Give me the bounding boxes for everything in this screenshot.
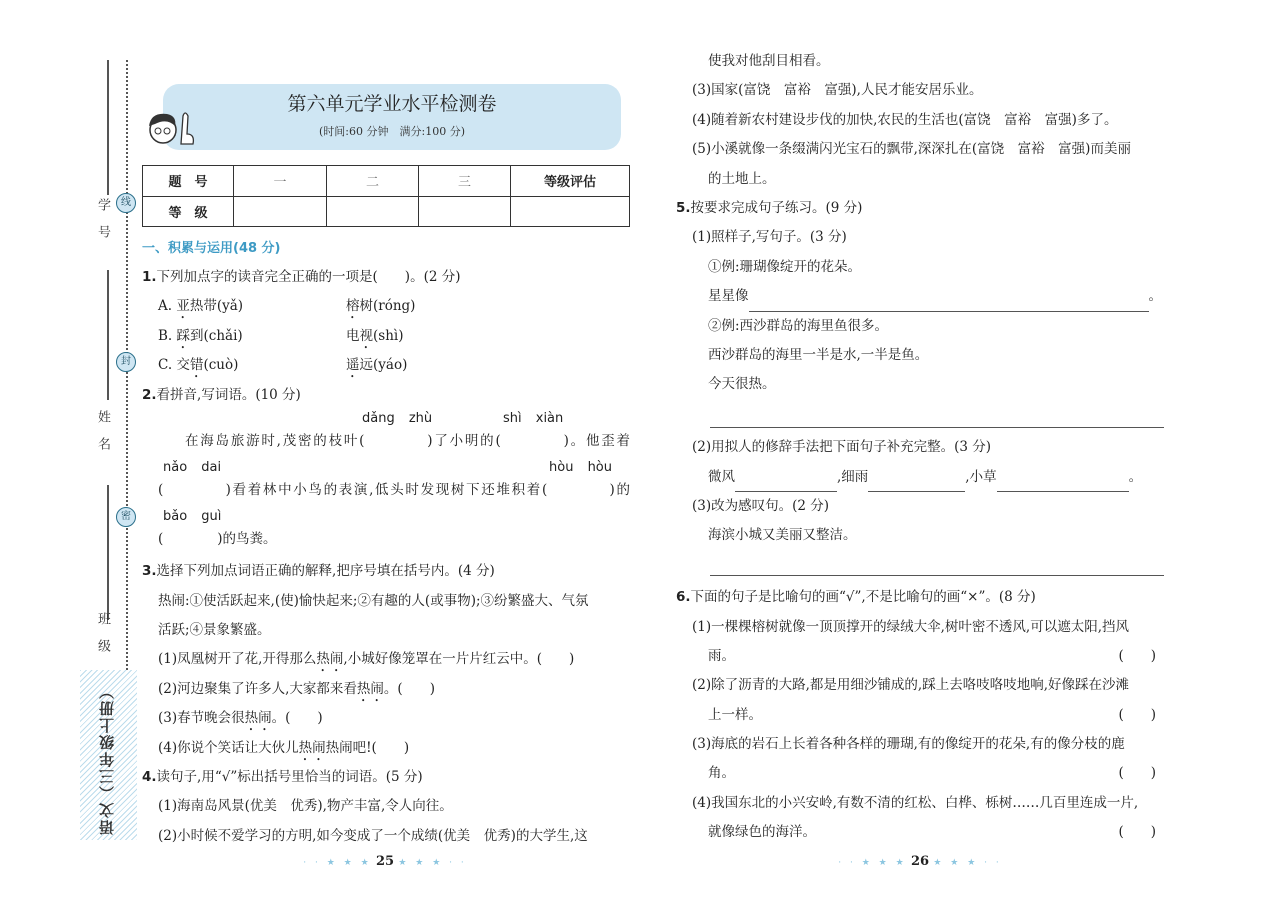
- sub-question: (3)改为感叹句。(2 分): [692, 497, 830, 514]
- answer-line[interactable]: [749, 291, 1149, 312]
- option-b2: 电视(shì): [346, 327, 404, 344]
- table-header-cell: 三: [419, 166, 511, 197]
- answer-paren[interactable]: ( ): [1118, 824, 1156, 841]
- star-decoration-icon: ★ ★ ★ · ·: [398, 858, 467, 868]
- table-row: [143, 166, 630, 197]
- answer-paren[interactable]: ( ): [1118, 706, 1156, 723]
- class-label: 班级: [95, 612, 110, 666]
- prompt: 今天很热。: [708, 376, 776, 393]
- definition: 活跃;④景象繁盛。: [158, 622, 271, 639]
- question-number: 5.: [676, 199, 691, 216]
- question-3: [142, 557, 630, 586]
- question-text: 选择下列加点词语正确的解释,把序号填在括号内。(4 分): [156, 563, 495, 580]
- answer-line[interactable]: [997, 471, 1129, 492]
- option-row: [142, 322, 630, 351]
- example: ①例:珊瑚像绽开的花朵。: [708, 258, 862, 275]
- fill-blank-text[interactable]: 在海岛旅游时,茂密的枝叶( )了小明的( )。他歪着: [185, 432, 630, 449]
- question-6: [676, 583, 1164, 612]
- table-row-label: 等 级: [143, 196, 234, 227]
- answer-area[interactable]: [676, 400, 1164, 434]
- sub-question-cont: 雨。 ( ): [676, 642, 1164, 671]
- option-row: [142, 351, 630, 380]
- fill-blank-text[interactable]: ( )看着林中小鸟的表演,低头时发现树下还堆积着( )的: [158, 481, 630, 498]
- sub-question: (4)随着新农村建设步伐的加快,农民的生活也(富饶 富裕 富强)多了。: [692, 111, 1118, 128]
- cut-line: [126, 60, 128, 690]
- sub-question: (1)一棵棵榕树就像一顶顶撑开的绿绒大伞,树叶密不透风,可以遮太阳,挡风: [692, 618, 1129, 635]
- margin-rule: [107, 485, 109, 620]
- question-number: 1.: [142, 269, 157, 285]
- pinyin: hòu hòu: [549, 459, 612, 475]
- sub-question-cont: 就像绿色的海洋。 ( ): [676, 818, 1164, 847]
- answer-paren[interactable]: ( ): [1118, 765, 1156, 782]
- option-row: [142, 292, 630, 321]
- pinyin-line: [142, 410, 630, 459]
- fill-blank-text[interactable]: ( )的鸟粪。: [158, 530, 277, 547]
- question-number: 3.: [142, 563, 157, 580]
- answer-line-row: 星星像 。: [676, 282, 1164, 311]
- grade-cell[interactable]: [419, 196, 511, 227]
- option-c2: 遥远(yáo): [346, 357, 408, 374]
- student-id-label: 学号: [95, 198, 110, 252]
- exam-time-score: (时间:60 分钟 满分:100 分): [319, 125, 465, 138]
- left-page-content: [142, 263, 630, 851]
- sub-question-cont: 的土地上。: [708, 170, 776, 187]
- option-c: C. 交错(cuò): [158, 357, 239, 374]
- question-number: 6.: [676, 589, 691, 606]
- star-decoration-icon: · · ★ ★ ★: [303, 858, 372, 868]
- question-4: [142, 763, 630, 792]
- page-number-right: · · ★ ★ ★ 26 ★ ★ ★ · ·: [838, 854, 1002, 869]
- right-page-content: [676, 47, 1164, 848]
- grade-cell[interactable]: [511, 196, 630, 227]
- table-header-cell: 等级评估: [511, 166, 630, 197]
- name-label: 姓名: [95, 410, 110, 464]
- option-b: B. 踩到(chǎi): [158, 327, 243, 344]
- sub-question: (3)春节晚会很热闹。( ): [158, 710, 323, 727]
- answer-area[interactable]: [676, 551, 1164, 583]
- sub-question-cont: 角。 ( ): [676, 759, 1164, 788]
- sub-question: (1)海南岛风景(优美 优秀),物产丰富,令人向往。: [158, 798, 453, 815]
- question-text: 下面的句子是比喻句的画“√”,不是比喻句的画“×”。(8 分): [690, 589, 1036, 606]
- sub-question: (5)小溪就像一条缀满闪光宝石的飘带,深深扎在(富饶 富裕 富强)而美丽: [692, 141, 1131, 158]
- table-header-cell: 题 号: [143, 166, 234, 197]
- section-heading: 一、积累与运用(48 分): [142, 241, 281, 256]
- sub-question-cont: 使我对他刮目相看。: [708, 53, 830, 69]
- sub-question: (1)照样子,写句子。(3 分): [692, 229, 847, 246]
- margin-rule: [107, 270, 109, 400]
- question-text: 看拼音,写词语。(10 分): [156, 386, 301, 403]
- answer-line[interactable]: [868, 471, 965, 492]
- sub-question: (3)国家(富饶 富裕 富强),人民才能安居乐业。: [692, 82, 983, 99]
- question-number: 4.: [142, 768, 157, 785]
- seal-seal-mark: 封: [116, 352, 136, 372]
- definition: 热闹:①使活跃起来,(使)愉快起来;②有趣的人(或事物);③纷繁盛大、气氛: [158, 592, 589, 609]
- seal-secret-mark: 密: [116, 507, 136, 527]
- seal-line-mark: 线: [116, 193, 136, 213]
- question-text: 读句子,用“√”标出括号里恰当的词语。(5 分): [156, 768, 423, 785]
- pinyin-line: [142, 508, 630, 557]
- sub-question: (2)河边聚集了许多人,大家都来看热闹。( ): [158, 680, 435, 697]
- question-1: [142, 263, 630, 292]
- prompt: 海滨小城又美丽又整洁。: [708, 527, 857, 544]
- book-label: 语文（三年级上册）: [98, 682, 116, 835]
- pinyin-line: [142, 459, 630, 508]
- page-title: 第六单元学业水平检测卷: [287, 93, 497, 115]
- sub-question: (4)你说个笑话让大伙儿热闹热闹吧!( ): [158, 739, 410, 756]
- sub-question-cont: 上一样。 ( ): [676, 701, 1164, 730]
- answer-paren[interactable]: ( ): [1118, 647, 1156, 664]
- grade-cell[interactable]: [327, 196, 419, 227]
- table-row: [143, 196, 630, 227]
- pinyin: dǎng zhù: [362, 410, 433, 426]
- option-a2: 榕树(róng): [346, 298, 416, 315]
- question-2: [142, 381, 630, 410]
- question-text: 按要求完成句子练习。(9 分): [690, 199, 863, 216]
- table-header-cell: 二: [327, 166, 419, 197]
- question-text: 下列加点字的读音完全正确的一项是( )。(2 分): [156, 269, 461, 285]
- pinyin: shì xiàn: [503, 410, 564, 426]
- answer-line[interactable]: [710, 575, 1164, 576]
- sub-question: (2)用拟人的修辞手法把下面句子补充完整。(3 分): [692, 439, 992, 456]
- pinyin: nǎo dai: [163, 459, 222, 475]
- star-decoration-icon: ★ ★ ★ · ·: [933, 858, 1002, 868]
- pinyin: bǎo guì: [163, 508, 222, 524]
- table-header-cell: 一: [234, 166, 327, 197]
- answer-line-row: 微风 ,细雨 ,小草 。: [676, 463, 1164, 492]
- sub-question: (2)除了沥青的大路,都是用细沙铺成的,踩上去咯吱咯吱地响,好像踩在沙滩: [692, 677, 1129, 694]
- page-number-left: · · ★ ★ ★ 25 ★ ★ ★ · ·: [303, 854, 467, 869]
- sub-question: (2)小时候不爱学习的方明,如今变成了一个成绩(优美 优秀)的大学生,这: [158, 827, 588, 844]
- score-table: [142, 165, 630, 227]
- margin-rule: [107, 60, 109, 195]
- sub-question: (4)我国东北的小兴安岭,有数不清的红松、白桦、栎树……几百里连成一片,: [692, 794, 1139, 811]
- example: 西沙群岛的海里一半是水,一半是鱼。: [708, 346, 929, 363]
- question-number: 2.: [142, 386, 157, 403]
- answer-line[interactable]: [735, 471, 837, 492]
- option-a: A. 亚热带(yǎ): [158, 298, 244, 315]
- question-5: [676, 194, 1164, 223]
- grade-cell[interactable]: [234, 196, 327, 227]
- sub-question: (3)海底的岩石上长着各种各样的珊瑚,有的像绽开的花朵,有的像分枝的鹿: [692, 736, 1125, 753]
- example: ②例:西沙群岛的海里鱼很多。: [708, 317, 889, 334]
- star-decoration-icon: · · ★ ★ ★: [838, 858, 907, 868]
- answer-line[interactable]: [710, 427, 1164, 428]
- sub-question: (1)凤凰树开了花,开得那么热闹,小城好像笼罩在一片片红云中。( ): [158, 651, 575, 668]
